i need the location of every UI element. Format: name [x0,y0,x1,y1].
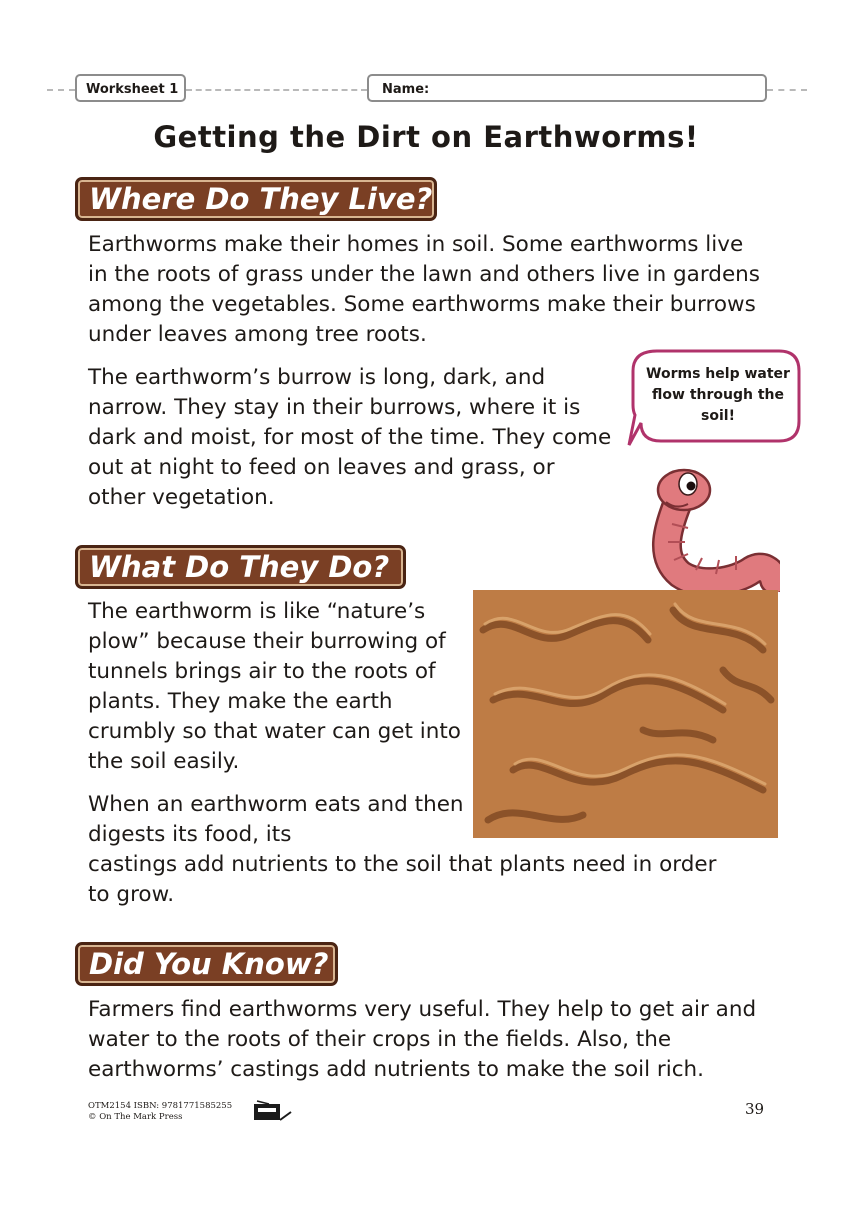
footer-publisher-info [88,1101,232,1123]
worksheet-tab: Worksheet 1 [75,74,186,102]
heading-did-you-know: Did You Know? [75,942,338,986]
footer-copyright: © On The Mark Press [88,1112,183,1122]
paragraph-castings-start: When an earthworm eats and then digests its food, its [88,792,464,847]
header-dash-middle [186,89,367,91]
page-title: Getting the Dirt on Earthworms! [153,120,699,154]
soil-burrow-photo [473,590,778,838]
speech-bubble-text: Worms help water flow through the soil! [646,366,790,424]
header-dash-right [767,89,807,91]
press-logo-icon [253,1100,293,1124]
paragraph-castings-end: castings add nutrients to the soil that plants need in order to grow. [88,852,717,907]
paragraph-farmers: Farmers find earthworms very useful. They help to get air and water to the roots of their crops in the fields. Also, the earthworms’ castings add nutrients to make the soil rich. [88,997,757,1082]
footer-code: OTM2154 ISBN: 9781771585255 [88,1101,233,1111]
earthworm-illustration [640,462,780,592]
page-number: 39 [745,1100,765,1118]
heading-where-do-they-live: Where Do They Live? [75,177,437,221]
name-field[interactable]: Name: [367,74,767,102]
paragraph-burrow: The earthworm’s burrow is long, dark, and narrow. They stay in their burrows, where it is dark and moist, for most of the time. They come out at night to feed on leaves and grass, or other vegetation. [88,365,612,510]
header-dash-left [47,89,75,91]
paragraph-natures-plow: The earthworm is like “nature’s plow” because their burrowing of tunnels brings air to the roots of plants. They make the earth crumbly so that water can get into the soil easily. [88,599,461,774]
paragraph-habitat: Earthworms make their homes in soil. Some earthworms live in the roots of grass under the lawn and others live in gardens among the vegetables. Some earthworms make their burrows under leaves among tree roots. [88,232,761,347]
heading-what-do-they-do: What Do They Do? [75,545,406,589]
